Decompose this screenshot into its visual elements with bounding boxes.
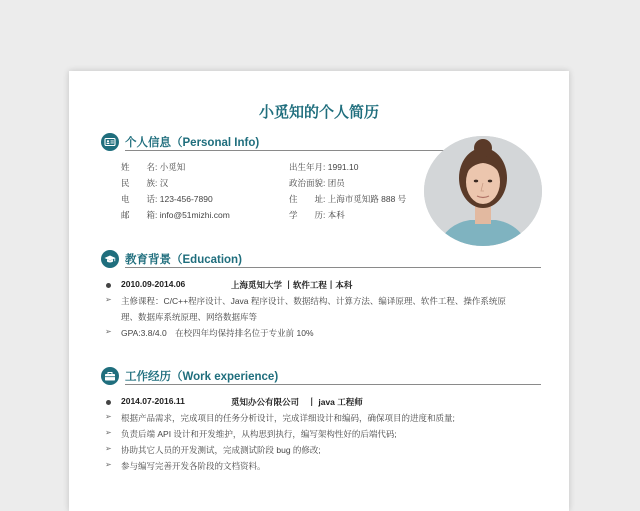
info-phone [121,193,213,205]
work-company: 觅知办公有限公司 丨 java 工程师 [231,397,363,407]
email-label: 邮 箱: [121,210,158,220]
name-label: 姓 名: [121,162,158,172]
email-value: info@51mizhi.com [159,210,230,220]
info-name [121,161,185,173]
ethnicity-value: 汉 [159,178,169,188]
id-card-icon [101,133,119,151]
info-politics [289,177,345,189]
section-work-title: 工作经历（Work experience) [125,371,279,383]
arrow-bullet-icon: ➢ [105,295,112,304]
info-ethnicity [121,177,168,189]
arrow-bullet-icon: ➢ [105,412,112,421]
work-item: 参与编写完善开发各阶段的文档资料。 [121,461,266,471]
birth-value: 1991.10 [327,162,359,172]
resume-title: 小觅知的个人简历 [258,104,379,121]
graduation-cap-icon [101,250,119,268]
phone-label: 电 话: [121,194,158,204]
name-value: 小觅知 [159,162,186,172]
birth-label: 出生年月: [289,162,326,172]
work-period: 2014.07-2016.11 [121,396,185,406]
degree-label: 学 历: [289,210,326,220]
education-courses-line2: 理、数据库系统原理、网络数据库等 [121,312,258,322]
info-degree [289,209,345,221]
section-divider [125,150,457,151]
arrow-bullet-icon: ➢ [105,428,112,437]
work-item: 负责后端 API 设计和开发维护，从构思到执行，编写架构性好的后端代码; [121,429,397,439]
address-value: 上海市觅知路 888 号 [327,194,407,204]
politics-label: 政治面貌: [289,178,326,188]
politics-value: 团员 [327,178,345,188]
resume-page [69,71,569,511]
info-email [121,209,230,221]
info-address [289,193,406,205]
education-period: 2010.09-2014.06 [121,279,186,289]
work-item: 协助其它人员的开发测试，完成测试阶段 bug 的修改; [121,445,321,455]
arrow-bullet-icon: ➢ [105,444,112,453]
arrow-bullet-icon: ➢ [105,327,112,336]
degree-value: 本科 [327,210,345,220]
info-birth [289,161,358,173]
phone-value: 123-456-7890 [159,194,213,204]
education-gpa: GPA:3.8/4.0 在校四年均保持排名位于专业前 10% [121,328,314,338]
section-divider [125,267,541,268]
arrow-bullet-icon: ➢ [105,460,112,469]
work-item: 根据产品需求，完成项目的任务分析设计，完成详细设计和编码，确保项目的进度和质量; [121,413,455,423]
education-courses-line1: 主修课程：C/C++程序设计、Java 程序设计、数据结构、计算方法、编译原理、软件工程、操作系统原 [121,296,506,306]
education-school: 上海觅知大学 丨软件工程丨本科 [231,280,353,290]
profile-photo [424,136,542,246]
section-divider [125,384,541,385]
briefcase-icon [101,367,119,385]
section-education-title: 教育背景（Education) [125,254,242,266]
address-label: 住 址: [289,194,326,204]
bullet-dot [106,400,111,405]
ethnicity-label: 民 族: [121,178,158,188]
section-personal-title: 个人信息（Personal Info) [125,137,260,149]
bullet-dot [106,283,111,288]
